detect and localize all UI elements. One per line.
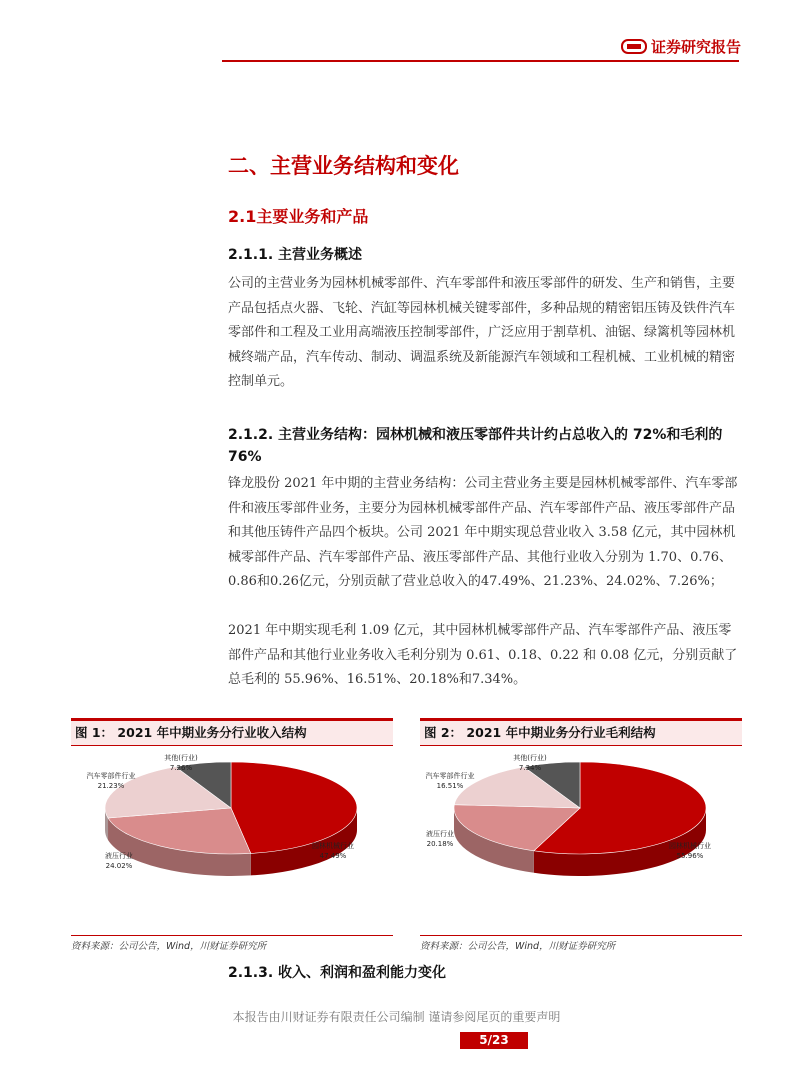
heading-2-1-1: 2.1.1. 主营业务概述 bbox=[228, 247, 363, 263]
figure-1-label: 图 1： bbox=[75, 725, 114, 740]
pie-slice-name-label: 液压行业 bbox=[426, 830, 454, 838]
page-number: 5/23 bbox=[460, 1032, 528, 1049]
pie-slice-value-label: 47.49% bbox=[319, 852, 347, 860]
pie-slice-value-label: 21.23% bbox=[97, 782, 125, 790]
pie-slice-name-label: 液压行业 bbox=[105, 852, 133, 860]
company-logo-icon bbox=[621, 38, 647, 55]
pie-slice-value-label: 7.34% bbox=[518, 764, 542, 772]
pie-slice-name-label: 其他(行业) bbox=[513, 754, 547, 762]
paragraph-overview: 公司的主营业务为园林机械零部件、汽车零部件和液压零部件的研发、生产和销售，主要产品包括点火器、飞轮、汽缸等园林机械关键零部件，多种品规的精密铝压铸及铁件汽车零部件和工程及工业用高端液压控制零部件，广泛应用于割草机、油锯、绿篱机等园林机械终端产品，汽车传动、制动、调温系统及新能源汽车领域和工程机械、工业机械的精密控制单元。 bbox=[228, 276, 736, 390]
header-brand-text: 证券研究报告 bbox=[650, 38, 741, 56]
header-rule bbox=[222, 60, 739, 62]
pie-slice-name-label: 园林机械行业 bbox=[312, 842, 354, 850]
figure-2-title: 2021 年中期业务分行业毛利结构 bbox=[466, 725, 656, 740]
figure-2-pie-chart bbox=[420, 748, 742, 934]
pie-slice-name-label: 汽车零部件行业 bbox=[86, 772, 136, 780]
subsection-title: 2.1主要业务和产品 bbox=[228, 207, 369, 226]
figure-1-caption bbox=[71, 718, 393, 746]
footer-disclaimer: 本报告由川财证券有限责任公司编制 谨请参阅尾页的重要声明 bbox=[232, 1010, 561, 1024]
pie-slice-value-label: 7.26% bbox=[169, 764, 193, 772]
pie-slice-value-label: 55.96% bbox=[676, 852, 704, 860]
figure-1-pie-chart bbox=[71, 748, 393, 934]
figure-1-title: 2021 年中期业务分行业收入结构 bbox=[117, 725, 307, 740]
pie-slice-name-label: 汽车零部件行业 bbox=[425, 772, 475, 780]
header-brand bbox=[621, 36, 741, 57]
figure-2-caption bbox=[420, 718, 742, 746]
figure-1 bbox=[71, 718, 393, 950]
figure-1-source: 资料来源：公司公告，Wind，川财证券研究所 bbox=[71, 935, 393, 952]
pie-slice-name-label: 园林机械行业 bbox=[669, 842, 711, 850]
paragraph-structure: 锋龙股份 2021 年中期的主营业务结构：公司主营业务主要是园林机械零部件、汽车零部件和液压零部件业务，主要分为园林机械零部件产品、汽车零部件产品、液压零部件产品和其他压铸件产品四个板块。公司 2021 年中期实现总营业收入 3.58 亿元，其中园林机械零部件产品、汽车零部件产品、液压零部件产品、其他行业收入分别为 1.70、0.76、0.86和0.26亿元，分别贡献了营业总收入的47.49%、21.23%、24.02%、7.26%； bbox=[228, 476, 738, 590]
pie-slice-value-label: 24.02% bbox=[105, 862, 133, 870]
figure-2-label: 图 2： bbox=[424, 725, 463, 740]
pie-slice-name-label: 其他(行业) bbox=[164, 754, 198, 762]
pie-slice-value-label: 20.18% bbox=[426, 840, 454, 848]
heading-2-1-2: 2.1.2. 主营业务结构：园林机械和液压零部件共计约占总收入的 72%和毛利的 76% bbox=[228, 427, 723, 465]
section-title: 二、主营业务结构和变化 bbox=[228, 154, 459, 178]
heading-2-1-3: 2.1.3. 收入、利润和盈利能力变化 bbox=[228, 965, 447, 981]
pie-slice-value-label: 16.51% bbox=[436, 782, 464, 790]
paragraph-margin: 2021 年中期实现毛利 1.09 亿元，其中园林机械零部件产品、汽车零部件产品、液压零部件产品和其他行业业务收入毛利分别为 0.61、0.18、0.22 和 0.08 亿元，分别贡献了总毛利的 55.96%、16.51%、20.18%和7.34%。 bbox=[228, 623, 738, 688]
figure-2-source: 资料来源：公司公告，Wind，川财证券研究所 bbox=[420, 935, 742, 952]
figure-2 bbox=[420, 718, 742, 950]
